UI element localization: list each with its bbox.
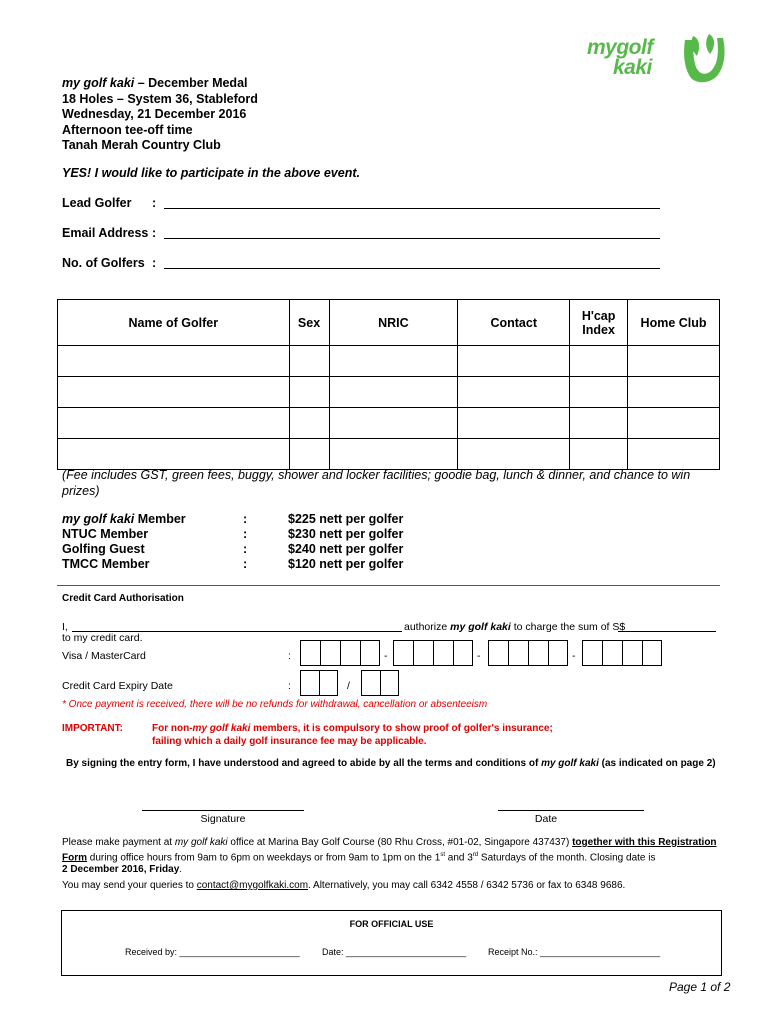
email-address-label: Email Address: [62, 226, 149, 240]
table-cell[interactable]: [58, 408, 290, 439]
authorise-i-label: I,: [62, 621, 68, 633]
rate-price: $230 nett per golfer: [288, 527, 404, 541]
card-number-group-3[interactable]: [488, 640, 568, 666]
rate-label-tmcc: TMCC Member: [62, 557, 150, 571]
table-cell[interactable]: [289, 346, 329, 377]
official-use-box: [61, 910, 722, 976]
agreement-pre: By signing the entry form, I have understood and agreed to abide by all the terms and conditions of: [66, 758, 542, 769]
table-cell[interactable]: [458, 377, 570, 408]
email-address-field[interactable]: [164, 227, 660, 239]
event-venue: Tanah Merah Country Club: [62, 138, 221, 152]
section-divider: [57, 585, 720, 586]
logo-text-line1: mygolf: [587, 36, 653, 59]
col-home-club: Home Club: [628, 300, 720, 346]
payment-text: office at Marina Bay Golf Course (80 Rhu Cross, #01-02, Singapore 437437): [227, 837, 573, 848]
authoriser-name-field[interactable]: [72, 621, 402, 632]
card-number-group-1[interactable]: [300, 640, 380, 666]
brand-name: my golf kaki: [450, 621, 511, 633]
official-use-title: FOR OFFICIAL USE: [349, 919, 434, 929]
charge-text: to charge the sum of S$: [513, 621, 626, 633]
payment-text: Saturdays of the month. Closing date is: [478, 852, 656, 864]
authorize-word: authorize: [404, 621, 448, 633]
table-cell[interactable]: [570, 439, 628, 470]
table-cell[interactable]: [458, 408, 570, 439]
payment-text: during office hours from 9am to 6pm on weekdays or from 9am to 1pm on the 1: [87, 852, 441, 864]
card-dash: -: [572, 650, 576, 662]
golfers-table: [57, 299, 720, 470]
brand-name: my golf kaki: [192, 723, 251, 734]
card-type-label: Visa / MasterCard: [62, 650, 146, 662]
expiry-month-boxes[interactable]: [300, 670, 338, 696]
brand-name: my golf kaki: [62, 76, 135, 90]
brand-name: my golf kaki: [541, 758, 599, 769]
payment-text: and 3: [445, 852, 473, 864]
participate-statement: YES! I would like to participate in the above event.: [62, 166, 360, 180]
rate-label-ntuc: NTUC Member: [62, 527, 149, 541]
rate-colon: :: [243, 527, 248, 541]
rate-price: $225 nett per golfer: [288, 512, 404, 526]
table-row: [58, 439, 720, 470]
rate-price: $120 nett per golfer: [288, 557, 404, 571]
table-cell[interactable]: [458, 439, 570, 470]
authorise-text: [404, 621, 625, 633]
to-credit-card-text: to my credit card.: [62, 632, 143, 644]
col-contact: Contact: [458, 300, 570, 346]
card-dash: -: [477, 650, 481, 662]
payment-instructions: [62, 837, 726, 876]
table-cell[interactable]: [329, 408, 458, 439]
card-dash: -: [384, 650, 388, 662]
table-row: [58, 408, 720, 439]
expiry-year-boxes[interactable]: [361, 670, 399, 696]
queries-pre: You may send your queries to: [62, 880, 197, 891]
rate-colon: :: [243, 542, 248, 556]
table-cell[interactable]: [58, 439, 290, 470]
important-line-2: failing which a daily golf insurance fee may be applicable.: [152, 736, 427, 747]
table-cell[interactable]: [458, 346, 570, 377]
event-tee-time: Afternoon tee-off time: [62, 122, 193, 137]
important-label: IMPORTANT:: [62, 723, 123, 734]
expiry-label: Credit Card Expiry Date: [62, 680, 173, 692]
signature-line[interactable]: [142, 810, 304, 811]
card-colon: :: [288, 650, 291, 662]
official-date-field: Date: ________________________: [322, 947, 467, 957]
expiry-slash: /: [347, 680, 350, 692]
table-cell[interactable]: [628, 346, 720, 377]
rate-label-guest: Golfing Guest: [62, 542, 145, 556]
credit-card-heading: Credit Card Authorisation: [62, 593, 184, 604]
no-of-golfers-label: No. of Golfers: [62, 256, 145, 270]
col-hcap-index: H'cap Index: [570, 300, 628, 346]
table-cell[interactable]: [628, 408, 720, 439]
table-row: [58, 346, 720, 377]
table-row: [58, 377, 720, 408]
payment-text: .: [179, 864, 183, 876]
date-line[interactable]: [498, 810, 644, 811]
logo-text-line2: kaki: [613, 56, 652, 79]
col-nric: NRIC: [329, 300, 458, 346]
agreement-post: (as indicated on page 2): [598, 758, 716, 769]
registration-form-emphasis: together with this Registration: [572, 837, 717, 848]
payment-text: Please make payment at: [62, 837, 175, 848]
rate-colon: :: [243, 512, 248, 526]
event-date: Wednesday, 21 December 2016: [62, 107, 247, 121]
rate-price: $240 nett per golfer: [288, 542, 404, 556]
date-label: Date: [534, 813, 558, 825]
no-of-golfers-field[interactable]: [164, 257, 660, 269]
table-cell[interactable]: [58, 346, 290, 377]
table-cell[interactable]: [289, 439, 329, 470]
charge-amount-field[interactable]: [618, 621, 716, 632]
rate-colon: :: [243, 557, 248, 571]
expiry-colon: :: [288, 680, 291, 692]
receipt-no-field: Receipt No.: ________________________: [488, 947, 661, 957]
lead-golfer-colon: :: [152, 196, 157, 210]
card-number-group-4[interactable]: [582, 640, 662, 666]
lead-golfer-label: Lead Golfer: [62, 196, 132, 210]
table-cell[interactable]: [570, 408, 628, 439]
lead-golfer-field[interactable]: [164, 197, 660, 209]
table-cell[interactable]: [289, 377, 329, 408]
received-by-field: Received by: ________________________: [125, 947, 300, 957]
no-of-golfers-colon: :: [152, 256, 157, 270]
brand-name: my golf kaki: [174, 837, 228, 848]
col-sex: Sex: [289, 300, 329, 346]
rate-label-mgk: [62, 512, 186, 526]
table-cell[interactable]: [289, 408, 329, 439]
agreement-statement: [66, 758, 716, 769]
ordinal-st: st: [440, 852, 445, 858]
event-header: [62, 76, 258, 154]
registration-form-emphasis: Form: [62, 852, 87, 864]
mygolfkaki-logo: [583, 34, 733, 84]
queries-post: . Alternatively, you may call 6342 4558 / 6342 5736 or fax to 6348 9686.: [308, 880, 626, 891]
email-address-colon: :: [152, 226, 157, 240]
event-format: 18 Holes – System 36, Stableford: [62, 91, 258, 106]
contact-email-link[interactable]: contact@mygolfkaki.com: [196, 880, 309, 891]
golf-leaf-icon: [679, 34, 731, 84]
card-number-group-2[interactable]: [393, 640, 473, 666]
refund-note: * Once payment is received, there will be no refunds for withdrawal, cancellation or absenteeism: [62, 699, 488, 710]
event-title: [62, 76, 258, 92]
important-post: members, it is compulsory to show proof of golfer's insurance;: [250, 723, 553, 734]
table-cell[interactable]: [329, 377, 458, 408]
table-cell[interactable]: [58, 377, 290, 408]
page-number: Page 1 of 2: [669, 980, 731, 994]
table-cell[interactable]: [628, 439, 720, 470]
closing-date: 2 December 2016, Friday: [62, 864, 180, 876]
event-title-text: – December Medal: [134, 76, 248, 90]
fee-note: (Fee includes GST, green fees, buggy, shower and locker facilities; goodie bag, lunch & dinner, and chance to win prizes): [62, 468, 691, 498]
table-cell[interactable]: [570, 346, 628, 377]
rate-label-text: Member: [134, 512, 186, 526]
col-name-of-golfer: Name of Golfer: [58, 300, 290, 346]
ordinal-rd: rd: [472, 852, 479, 858]
table-cell[interactable]: [628, 377, 720, 408]
signature-label: Signature: [200, 813, 246, 825]
table-cell[interactable]: [329, 439, 458, 470]
table-cell[interactable]: [570, 377, 628, 408]
important-pre: For non-: [152, 723, 193, 734]
important-line-1: [152, 723, 553, 734]
table-header-row: [58, 300, 720, 346]
brand-name: my golf kaki: [62, 512, 135, 526]
table-cell[interactable]: [329, 346, 458, 377]
queries-text: [62, 880, 625, 891]
